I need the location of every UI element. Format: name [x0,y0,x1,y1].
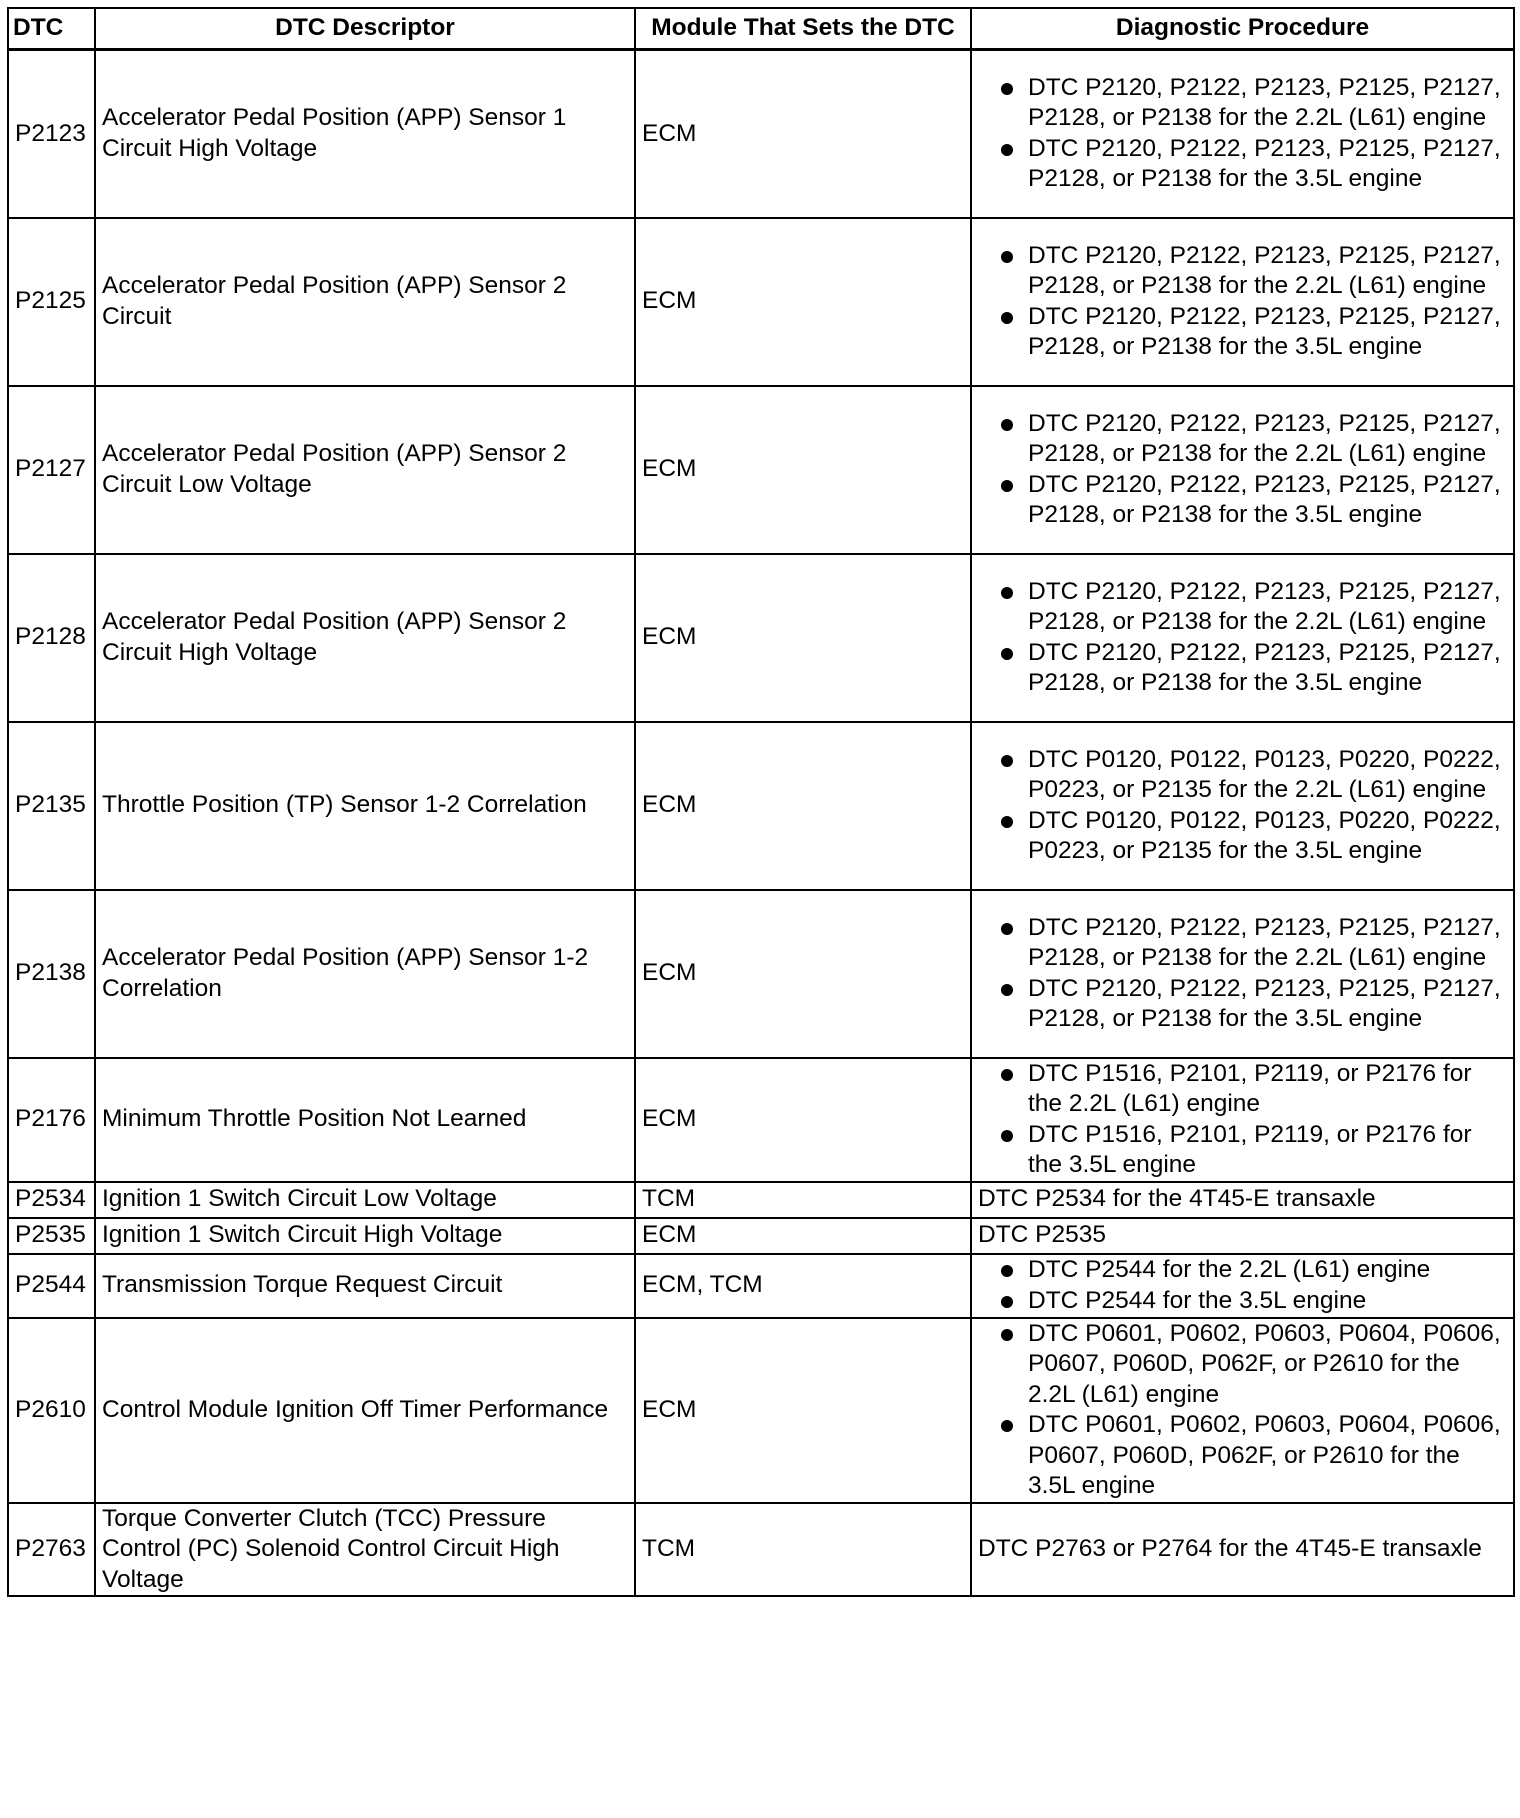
cell-dtc: P2127 [8,386,95,554]
procedure-item [978,577,1507,638]
procedure-item [978,73,1507,134]
cell-module: ECM [635,554,971,722]
procedure-text: DTC P2544 for the 2.2L (L61) engine [1028,1256,1431,1283]
cell-dtc: P2176 [8,1058,95,1182]
cell-dtc: P2128 [8,554,95,722]
procedure-list [978,409,1507,531]
bullet-icon [1001,480,1013,492]
procedure-item [978,1410,1507,1502]
procedure-item [978,913,1507,974]
bullet-icon [1001,1265,1013,1277]
table-header [8,8,1514,50]
cell-dtc: P2123 [8,50,95,218]
cell-dtc: P2138 [8,890,95,1058]
procedure-text: DTC P1516, P2101, P2119, or P2176 for the 3.5L engine [1028,1120,1472,1178]
procedure-text: DTC P2120, P2122, P2123, P2125, P2127, P2128, or P2138 for the 2.2L (L61) engine [1028,241,1501,299]
bullet-icon [1001,144,1013,156]
header-dtc-descriptor: DTC Descriptor [95,8,635,50]
cell-diagnostic-procedure [971,218,1514,386]
table-row [8,1318,1514,1503]
procedure-item [978,302,1507,363]
bullet-icon [1001,1296,1013,1308]
header-module: Module That Sets the DTC [635,8,971,50]
bullet-icon [1001,312,1013,324]
bullet-icon [1001,984,1013,996]
cell-descriptor: Ignition 1 Switch Circuit Low Voltage [95,1182,635,1218]
procedure-item [978,974,1507,1035]
cell-descriptor: Torque Converter Clutch (TCC) Pressure Control (PC) Solenoid Control Circuit High Voltage [95,1503,635,1597]
cell-diagnostic-procedure [971,1058,1514,1182]
bullet-icon [1001,587,1013,599]
cell-dtc: P2534 [8,1182,95,1218]
cell-descriptor: Accelerator Pedal Position (APP) Sensor 2 Circuit Low Voltage [95,386,635,554]
procedure-list [978,1059,1507,1181]
cell-module: ECM [635,1218,971,1254]
procedure-text: DTC P2120, P2122, P2123, P2125, P2127, P2128, or P2138 for the 2.2L (L61) engine [1028,913,1501,971]
cell-dtc: P2135 [8,722,95,890]
procedure-text: DTC P2120, P2122, P2123, P2125, P2127, P2128, or P2138 for the 2.2L (L61) engine [1028,409,1501,467]
table-row [8,1218,1514,1254]
bullet-icon [1001,1329,1013,1341]
bullet-icon [1001,648,1013,660]
table-row [8,890,1514,1058]
cell-module: TCM [635,1182,971,1218]
table-row [8,1058,1514,1182]
table-row [8,50,1514,218]
cell-module: ECM [635,1058,971,1182]
bullet-icon [1001,1069,1013,1081]
bullet-icon [1001,755,1013,767]
procedure-item [978,1059,1507,1120]
cell-diagnostic-procedure [971,1318,1514,1503]
procedure-item [978,1120,1507,1181]
table-row [8,1503,1514,1597]
procedure-item [978,806,1507,867]
procedure-text: DTC P2120, P2122, P2123, P2125, P2127, P2128, or P2138 for the 2.2L (L61) engine [1028,577,1501,635]
procedure-text: DTC P0601, P0602, P0603, P0604, P0606, P0607, P060D, P062F, or P2610 for the 2.2L (L61) engine [1028,1319,1501,1408]
procedure-text: DTC P2120, P2122, P2123, P2125, P2127, P2128, or P2138 for the 3.5L engine [1028,638,1501,696]
procedure-item [978,241,1507,302]
cell-dtc: P2125 [8,218,95,386]
procedure-text: DTC P2120, P2122, P2123, P2125, P2127, P2128, or P2138 for the 3.5L engine [1028,974,1501,1032]
cell-module: ECM [635,890,971,1058]
procedure-item [978,134,1507,195]
procedure-list [978,745,1507,867]
table-body [8,50,1514,1597]
cell-module: ECM [635,50,971,218]
header-diagnostic-procedure: Diagnostic Procedure [971,8,1514,50]
bullet-icon [1001,1420,1013,1432]
bullet-icon [1001,923,1013,935]
procedure-list [978,913,1507,1035]
header-row [8,8,1514,50]
procedure-item [978,1255,1507,1286]
bullet-icon [1001,83,1013,95]
dtc-table [7,7,1515,1597]
procedure-text: DTC P2120, P2122, P2123, P2125, P2127, P2128, or P2138 for the 3.5L engine [1028,302,1501,360]
table-row [8,722,1514,890]
header-dtc: DTC [8,8,95,50]
cell-descriptor: Minimum Throttle Position Not Learned [95,1058,635,1182]
cell-diagnostic-procedure: DTC P2535 [971,1218,1514,1254]
cell-descriptor: Transmission Torque Request Circuit [95,1254,635,1318]
procedure-list [978,1255,1507,1316]
procedure-item [978,745,1507,806]
procedure-text: DTC P2544 for the 3.5L engine [1028,1286,1367,1314]
cell-diagnostic-procedure [971,554,1514,722]
bullet-icon [1001,1130,1013,1142]
cell-diagnostic-procedure: DTC P2763 or P2764 for the 4T45-E transaxle [971,1503,1514,1597]
procedure-item [978,638,1507,699]
procedure-item [978,470,1507,531]
cell-diagnostic-procedure [971,890,1514,1058]
procedure-text: DTC P0120, P0122, P0123, P0220, P0222, P0223, or P2135 for the 2.2L (L61) engine [1028,745,1501,803]
cell-module: ECM [635,722,971,890]
cell-descriptor: Ignition 1 Switch Circuit High Voltage [95,1218,635,1254]
cell-module: ECM [635,386,971,554]
cell-module: ECM [635,218,971,386]
bullet-icon [1001,419,1013,431]
cell-descriptor: Accelerator Pedal Position (APP) Sensor 2 Circuit High Voltage [95,554,635,722]
cell-dtc: P2763 [8,1503,95,1597]
procedure-list [978,73,1507,195]
cell-module: ECM [635,1318,971,1503]
cell-module: TCM [635,1503,971,1597]
procedure-text: DTC P2120, P2122, P2123, P2125, P2127, P2128, or P2138 for the 2.2L (L61) engine [1028,73,1501,132]
bullet-icon [1001,251,1013,263]
procedure-text: DTC P2120, P2122, P2123, P2125, P2127, P2128, or P2138 for the 3.5L engine [1028,134,1501,193]
cell-descriptor: Control Module Ignition Off Timer Performance [95,1318,635,1503]
procedure-item [978,1319,1507,1411]
cell-descriptor: Accelerator Pedal Position (APP) Sensor 2 Circuit [95,218,635,386]
table-row [8,1254,1514,1318]
table-row [8,218,1514,386]
cell-dtc: P2535 [8,1218,95,1254]
table-row [8,386,1514,554]
cell-dtc: P2610 [8,1318,95,1503]
cell-dtc: P2544 [8,1254,95,1318]
procedure-text: DTC P0601, P0602, P0603, P0604, P0606, P0607, P060D, P062F, or P2610 for the 3.5L engine [1028,1411,1501,1499]
procedure-item [978,1286,1507,1317]
cell-diagnostic-procedure: DTC P2534 for the 4T45-E transaxle [971,1182,1514,1218]
procedure-item [978,409,1507,470]
table-row [8,554,1514,722]
procedure-text: DTC P0120, P0122, P0123, P0220, P0222, P0223, or P2135 for the 3.5L engine [1028,806,1501,864]
procedure-list [978,577,1507,699]
table-row [8,1182,1514,1218]
cell-descriptor: Accelerator Pedal Position (APP) Sensor 1-2 Correlation [95,890,635,1058]
bullet-icon [1001,816,1013,828]
cell-diagnostic-procedure [971,722,1514,890]
cell-diagnostic-procedure [971,50,1514,218]
cell-module: ECM, TCM [635,1254,971,1318]
procedure-list [978,1319,1507,1502]
cell-diagnostic-procedure [971,1254,1514,1318]
procedure-text: DTC P2120, P2122, P2123, P2125, P2127, P2128, or P2138 for the 3.5L engine [1028,470,1501,528]
cell-descriptor: Throttle Position (TP) Sensor 1-2 Correlation [95,722,635,890]
procedure-text: DTC P1516, P2101, P2119, or P2176 for the 2.2L (L61) engine [1028,1059,1472,1117]
cell-diagnostic-procedure [971,386,1514,554]
cell-descriptor: Accelerator Pedal Position (APP) Sensor 1 Circuit High Voltage [95,50,635,218]
procedure-list [978,241,1507,363]
